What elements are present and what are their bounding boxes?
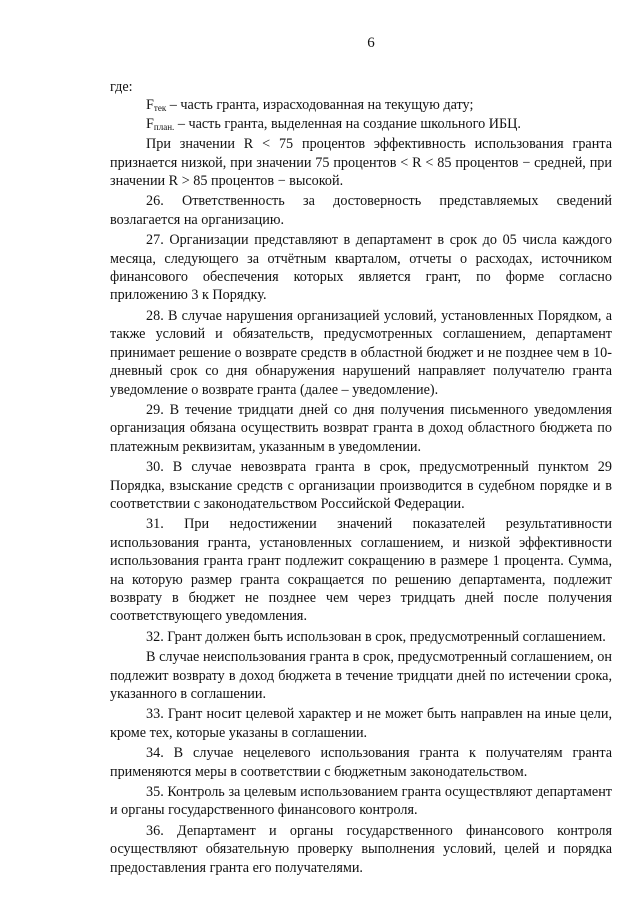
f-tek-text: – часть гранта, израсходованная на текущую дату; xyxy=(166,97,474,114)
f-plan-text: – часть гранта, выделенная на создание школьного ИБЦ. xyxy=(174,115,521,132)
paragraph-28: 28. В случае нарушения организацией условий, установленных Порядком, а также условий и обязательств, предусмотренных соглашением, департамент принимает решение о возврате средств в областной бюджет и не позднее чем в 10-дневный срок со дня обнаружения нарушений направляет получателю гранта уведомление о возврате гранта (далее – уведомление). xyxy=(110,307,612,398)
paragraph-26: 26. Ответственность за достоверность представляемых сведений возлагается на организацию. xyxy=(110,193,612,228)
paragraph-32: 32. Грант должен быть использован в срок, предусмотренный соглашением. xyxy=(146,628,606,645)
paragraph-29: 29. В течение тридцати дней со дня получения письменного уведомления организация обязана осуществить возврат гранта в доход областного бюджета по платежным реквизитам, указанным в уведомлении. xyxy=(110,401,612,455)
formula-definition-f-tek xyxy=(110,96,612,114)
paragraph-36: 36. Департамент и органы государственного финансового контроля осуществляют обязательную проверку выполнения условий, целей и порядка предоставления гранта его получателями. xyxy=(110,822,612,876)
f-plan-subscript: план. xyxy=(153,121,175,132)
f-tek-symbol: F xyxy=(146,97,154,114)
formula-definition-f-plan xyxy=(110,115,612,133)
intro-line: где: xyxy=(110,79,133,95)
paragraph-efficiency-levels: При значении R < 75 процентов эффективность использования гранта признается низкой, при значении 75 процентов < R < 85 процентов − средней, при значении R > 85 процентов − высокой. xyxy=(110,136,612,190)
paragraph-31: 31. При недостижении значений показателей результативности использования гранта, установленных соглашением, и низкой эффективности использования гранта грант подлежит сокращению в размере 1 процента. Сумма, на которую размер гранта сокращается по решению департамента, подлежит возврату в бюджет не позднее чем через тридцать дней после получения соответствующего уведомления. xyxy=(110,516,612,625)
paragraph-30: 30. В случае невозврата гранта в срок, предусмотренный пунктом 29 Порядка, взыскание средств с организации производится в судебном порядке и в соответствии с законодательством Российской Федерации. xyxy=(110,459,612,512)
paragraph-34: 34. В случае нецелевого использования гранта к получателям гранта применяются меры в соответствии с бюджетным законодательством. xyxy=(110,745,612,780)
page-number: 6 xyxy=(367,35,375,51)
document-body xyxy=(110,78,612,877)
paragraph-27: 27. Организации представляют в департамент в срок до 05 числа каждого месяца, следующего за отчётным кварталом, отчеты о расходах, источником финансового обеспечения которых является грант, по форме согласно приложению 3 к Порядку. xyxy=(110,232,612,304)
paragraph-32-continuation: В случае неиспользования гранта в срок, предусмотренный соглашением, он подлежит возврату в доход бюджета в течение тридцати дней по истечении срока, указанного в соглашении. xyxy=(110,649,612,702)
paragraph-35: 35. Контроль за целевым использованием гранта осуществляют департамент и органы государственного финансового контроля. xyxy=(110,784,612,819)
f-plan-symbol: F xyxy=(146,115,154,132)
paragraph-33: 33. Грант носит целевой характер и не может быть направлен на иные цели, кроме тех, которые указаны в соглашении. xyxy=(110,706,612,741)
f-tek-subscript: тек xyxy=(153,103,167,114)
